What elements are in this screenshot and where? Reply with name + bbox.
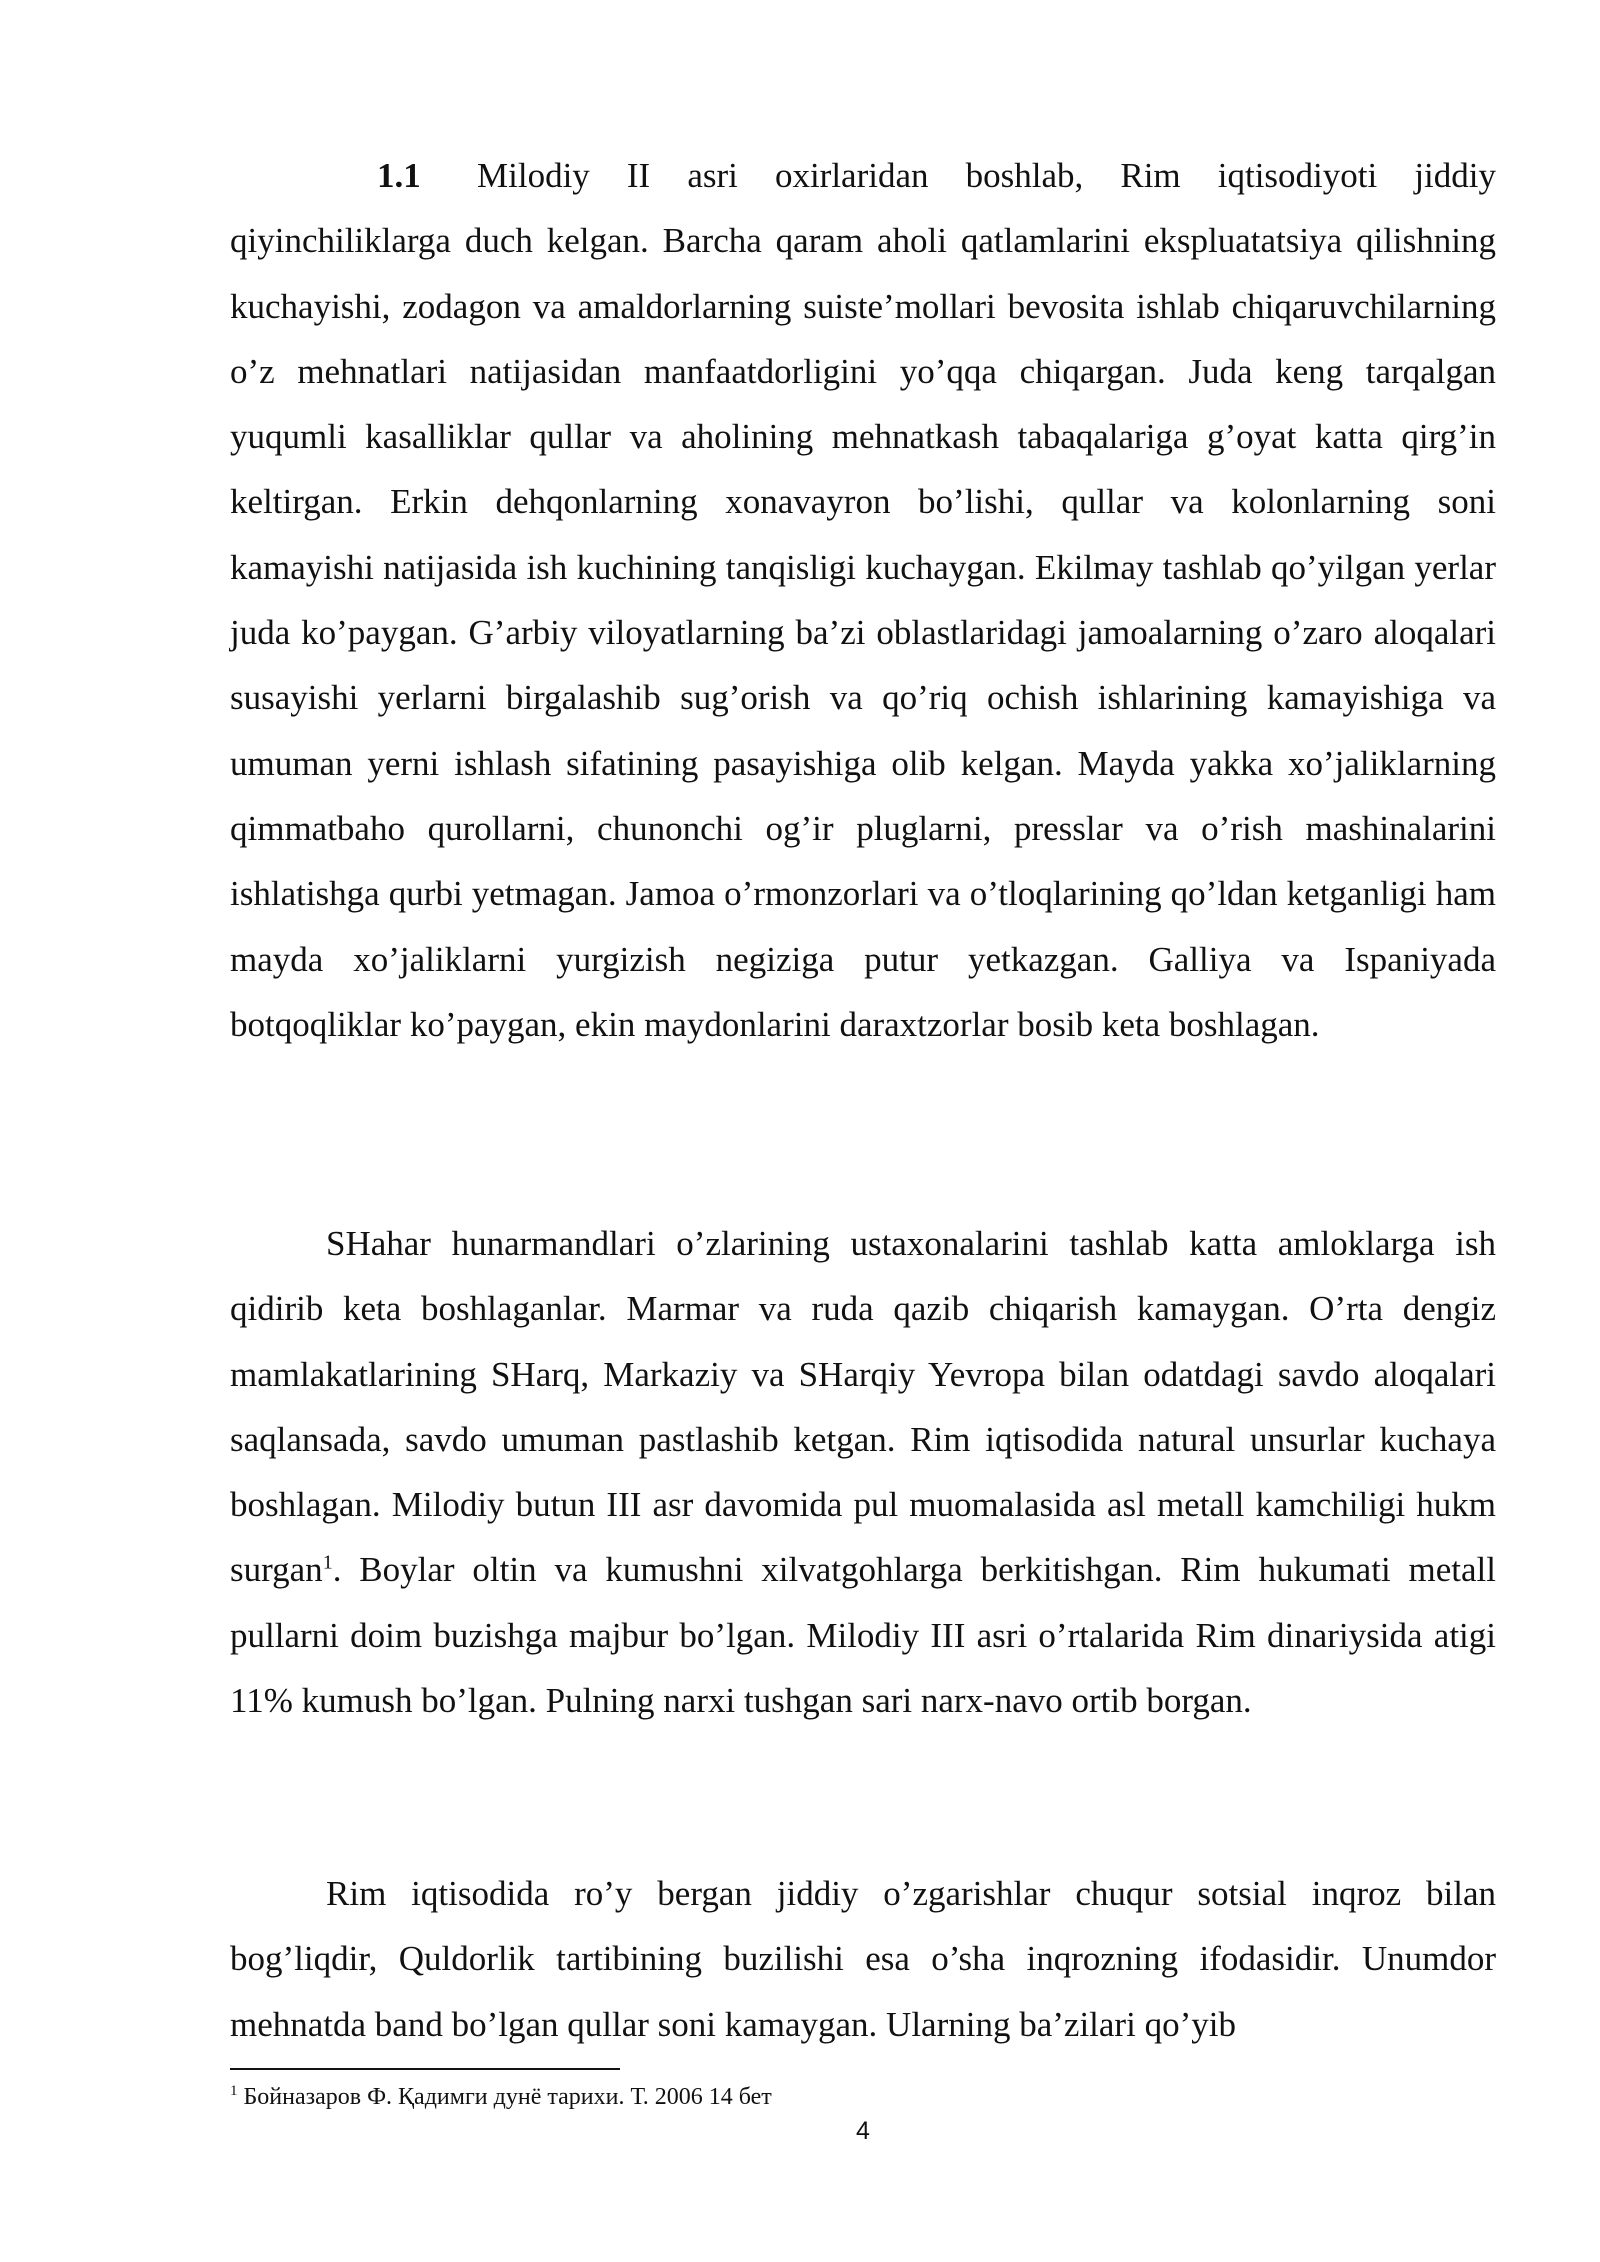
paragraph-2 (230, 1211, 1496, 1733)
page-number: 4 (856, 2117, 870, 2145)
paragraph-1 (230, 143, 1496, 1057)
footnote-reference[interactable]: 1 (322, 1551, 333, 1574)
paragraph-2-text-part2: . Boylar oltin va kumushni xilvatgohlarga berkitishgan. Rim hukumati metall pullarni doim buzishga majbur bo’lgan. Milodiy III asri o’rtalarida Rim dinariysida atigi 11% kumush bo’lgan. Pulning narxi tushgan sari narx-navo ortib borgan. (230, 1550, 1496, 1721)
footnote-marker: 1 (230, 2083, 238, 2099)
paragraph-2-text-part1: SHahar hunarmandlari o’zlarining ustaxonalarini tashlab katta amloklarga ish qidirib keta boshlaganlar. Marmar va ruda qazib chiqarish kamaygan. O’rta dengiz mamlakatlarining SHarq, Markaziy va SHarqiy Yevropa bilan odatdagi savdo aloqalari saqlansada, savdo umuman pastlashib ketgan. Rim iqtisodida natural unsurlar kuchaya boshlagan. Milodiy butun III asr davomida pul muomalasida asl metall kamchiligi hukm surgan (230, 1224, 1496, 1590)
section-number: 1.1 (377, 156, 421, 195)
paragraph-3-text: Rim iqtisodida ro’y bergan jiddiy o’zgarishlar chuqur sotsial inqroz bilan bog’liqdir, Quldorlik tartibining buzilishi esa o’sha inqrozning ifodasidir. Unumdor mehnatda band bo’lgan qullar soni kamaygan. Ularning ba’zilari qo’yib (230, 1874, 1496, 2044)
paragraph-1-text: Milodiy II asri oxirlaridan boshlab, Rim iqtisodiyoti jiddiy qiyinchiliklarga duch kelgan. Barcha qaram aholi qatlamlarini ekspluatatsiya qilishning kuchayishi, zodagon va amaldorlarning suiste’mollari bevosita ishlab chiqaruvchilarning o’z mehnatlari natijasidan manfaatdorligini yo’qqa chiqargan. Juda keng tarqalgan yuqumli kasalliklar qullar va aholining mehnatkash tabaqalariga g’oyat katta qirg’in keltirgan. Erkin dehqonlarning xonavayron bo’lishi, qullar va kolonlarning soni kamayishi natijasida ish kuchining tanqisligi kuchaygan. Ekilmay tashlab qo’yilgan yerlar juda ko’paygan. G’arbiy viloyatlarning ba’zi oblastlaridagi jamoalarning o’zaro aloqalari susayishi yerlarni birgalashib sug’orish va qo’riq ochish ishlarining kamayishiga va umuman yerni ishlash sifatining pasayishiga olib kelgan. Mayda yakka xo’jaliklarning qimmatbaho qurollarni, chunonchi og’ir pluglarni, presslar va o’rish mashinalarini ishlatishga qurbi yetmagan. Jamoa o’rmonzorlari va o’tloqlarining qo’ldan ketganligi ham mayda xo’jaliklarni yurgizish negiziga putur yetkazgan. Galliya va Ispaniyada botqoqliklar ko’paygan, ekin maydonlarini daraxtzorlar bosib keta boshlagan. (230, 156, 1496, 1044)
paragraph-3 (230, 1861, 1496, 2057)
footnote-separator (230, 2068, 620, 2070)
footnote-text: Бойназаров Ф. Қадимги дунё тарихи. Т. 2006 14 бет (237, 2084, 772, 2110)
footnote (230, 2082, 772, 2112)
